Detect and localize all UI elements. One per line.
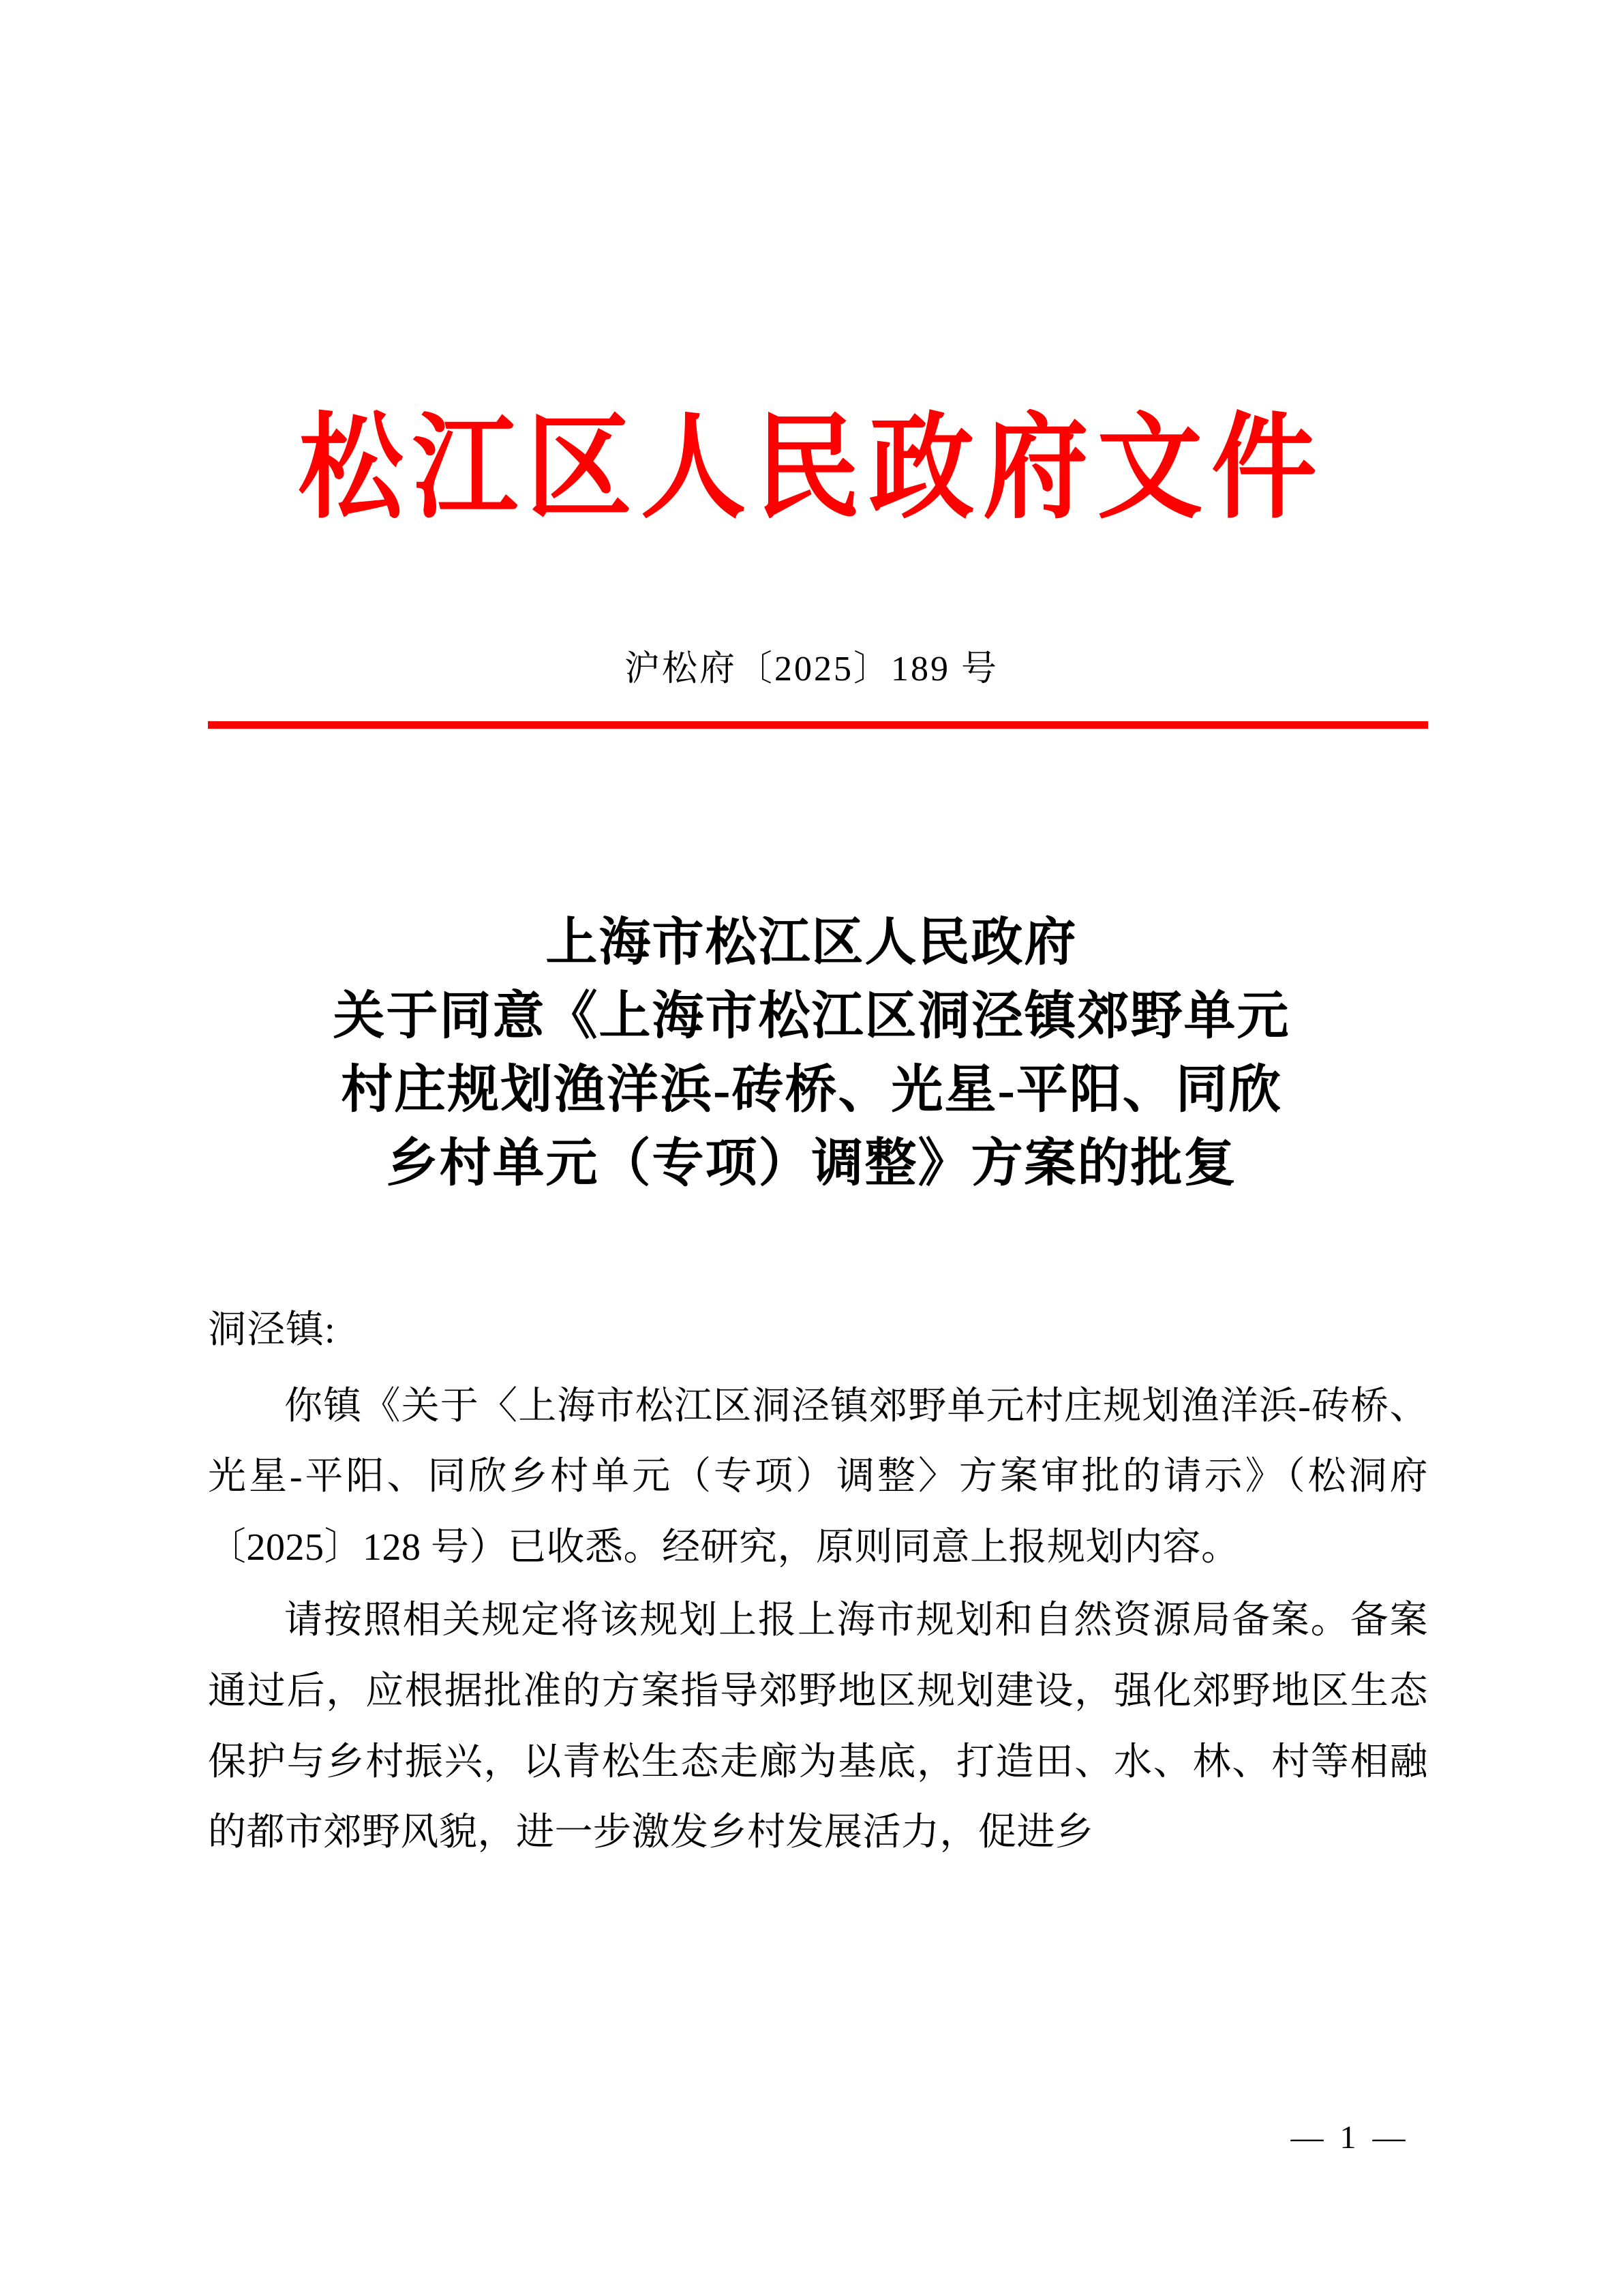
body-paragraph-1: 你镇《关于〈上海市松江区洞泾镇郊野单元村庄规划渔洋浜-砖桥、光星-平阳、同欣乡村单元（专项）调整〉方案审批的请示》（松洞府〔2025〕128 号）已收悉。经研究，原则同意上报规划内容。 [208,1385,1428,1569]
page-footer [0,2119,1623,2156]
salutation: 洞泾镇: [208,1309,336,1351]
document-title [0,907,1623,1201]
document-number: 沪松府〔2025〕189 号 [624,650,999,689]
masthead [0,406,1623,532]
document-title-line-2: 关于同意《上海市松江区洞泾镇郊野单元 [333,987,1290,1045]
document-title-line-4: 乡村单元（专项）调整》方案的批复 [386,1134,1237,1192]
page-number: — 1 — [1290,2119,1410,2156]
document-number-row [0,639,1623,691]
document-title-line-1: 上海市松江区人民政府 [545,914,1078,971]
body-paragraph-2: 请按照相关规定将该规划上报上海市规划和自然资源局备案。备案通过后，应根据批准的方案指导郊野地区规划建设，强化郊野地区生态保护与乡村振兴，以青松生态走廊为基底，打造田、水、林、村等相融的都市郊野风貌，进一步激发乡村发展活力，促进乡 [208,1599,1428,1854]
document-title-line-3: 村庄规划渔洋浜-砖桥、光星-平阳、同欣 [341,1061,1282,1119]
red-separator-rule [208,721,1428,729]
masthead-title: 松江区人民政府文件 [298,406,1325,532]
document-body [208,1295,1428,1871]
